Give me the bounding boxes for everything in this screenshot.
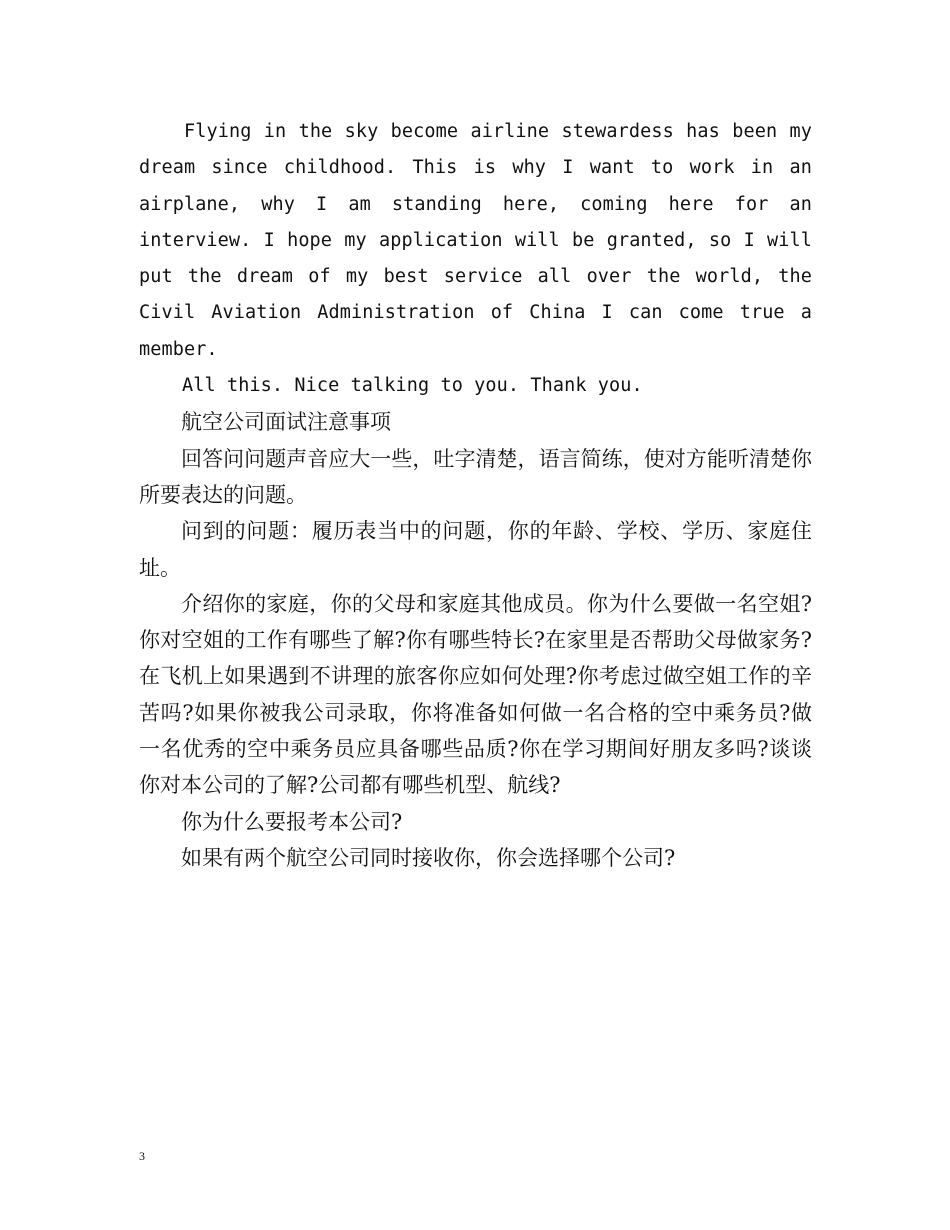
paragraph-why-company: 你为什么要报考本公司? bbox=[181, 809, 403, 834]
paragraph-family-questions: 介绍你的家庭，你的父母和家庭其他成员。你为什么要做一名空姐?你对空姐的工作有哪些了解?你有哪些特长?在家里是否帮助父母做家务?在飞机上如果遇到不讲理的旅客你应如何处理?你考虑过做空姐工作的辛苦吗?如果你被我公司录取，你将准备如何做一名合格的空中乘务员?做一名优秀的空中乘务员应具备哪些品质?你在学习期间好朋友多吗?谈谈你对本公司的了解?公司都有哪些机型、航线? bbox=[139, 591, 812, 798]
paragraph-two-companies: 如果有两个航空公司同时接收你，你会选择哪个公司? bbox=[181, 845, 676, 870]
english-paragraph-closing: All this. Nice talking to you. Thank you. bbox=[182, 375, 643, 397]
page-number: 3 bbox=[139, 1149, 145, 1163]
english-paragraph-dream: Flying in the sky become airline stewardess has been my dream since childhood. This is why I want to work in an airplane, why I am standing here, coming here for an interview. I hope my application will be granted, so I will put the dream of my best service all over the world, the Civil Aviation Administration of China I can come true a member. bbox=[139, 121, 812, 360]
paragraph-answer-tips: 回答问问题声音应大一些，吐字清楚，语言简练，使对方能听清楚你所要表达的问题。 bbox=[139, 446, 812, 507]
section-heading: 航空公司面试注意事项 bbox=[181, 410, 391, 435]
paragraph-resume-questions: 问到的问题：履历表当中的问题，你的年龄、学校、学历、家庭住址。 bbox=[139, 519, 812, 580]
document-body bbox=[139, 114, 812, 876]
